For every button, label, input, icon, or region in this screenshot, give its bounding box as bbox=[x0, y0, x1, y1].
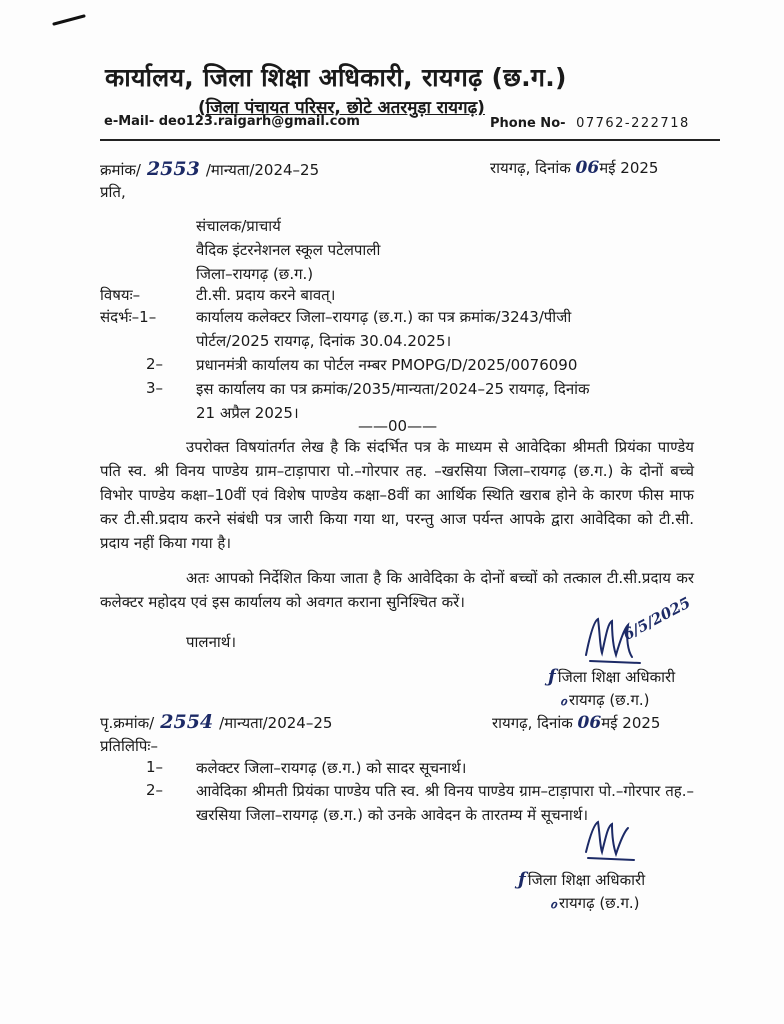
endorsement-prefix: पृ.क्रमांक/ bbox=[100, 714, 155, 732]
reference-3-line-1: इस कार्यालय का पत्र क्रमांक/2035/मान्यता/2024–25 रायगढ़, दिनांक bbox=[196, 380, 590, 398]
signature-2-place bbox=[550, 893, 640, 913]
date-month-year: मई 2025 bbox=[599, 159, 659, 177]
subject-text: टी.सी. प्रदाय करने बावत्। bbox=[196, 286, 336, 304]
signature-1-flourish-2: ℴ bbox=[560, 691, 567, 709]
endorsement-reference bbox=[100, 711, 332, 733]
section-separator: ——00—— bbox=[358, 417, 438, 435]
letter-date bbox=[490, 158, 658, 178]
body-paragraph-2: अतः आपको निर्देशित किया जाता है कि आवेदिका के दोनों बच्चों को तत्काल टी.सी.प्रदाय कर कलेक्टर महोदय एवं इस कार्यालय को अवगत कराना सुनिश्चित करें। bbox=[100, 569, 694, 611]
office-address: (जिला पंचायत परिसर, छोटे अतरमुड़ा रायगढ़) bbox=[198, 98, 485, 118]
references-label: संदर्भः–1– bbox=[100, 308, 157, 326]
signature-date-handwritten: 6/5/2025 bbox=[620, 593, 694, 644]
signature-1-designation-text: जिला शिक्षा अधिकारी bbox=[557, 668, 676, 686]
signature-2-flourish-2: ℴ bbox=[550, 894, 557, 912]
copy-item-2-number: 2– bbox=[146, 781, 164, 799]
signature-2-place-text: रायगढ़ (छ.ग.) bbox=[558, 894, 640, 912]
reference-1-line-1: कार्यालय कलेक्टर जिला–रायगढ़ (छ.ग.) का पत्र क्रमांक/3243/पीजी bbox=[196, 308, 572, 326]
endorsement-date bbox=[492, 713, 660, 733]
addressee-line-2: वैदिक इंटरनेशनल स्कूल पटेलपाली bbox=[196, 241, 381, 259]
signature-1-flourish: ƒ bbox=[548, 666, 556, 687]
endorsement-month-year: मई 2025 bbox=[601, 714, 661, 732]
signature-1-place bbox=[560, 690, 650, 710]
prati-label: प्रति, bbox=[100, 183, 126, 201]
reference-number-handwritten: 2553 bbox=[146, 158, 200, 180]
copy-label: प्रतिलिपिः– bbox=[100, 737, 158, 755]
reference-suffix: /मान्यता/2024–25 bbox=[205, 161, 320, 179]
subject-label: विषयः– bbox=[100, 286, 141, 304]
endorsement-day-handwritten: 06 bbox=[577, 713, 602, 733]
copy-item-1-text: कलेक्टर जिला–रायगढ़ (छ.ग.) को सादर सूचनार्थ। bbox=[196, 759, 467, 777]
phone-label: Phone No- bbox=[490, 116, 566, 131]
reference-prefix: क्रमांक/ bbox=[100, 161, 141, 179]
signature-2-designation bbox=[518, 869, 645, 890]
signature-1-designation bbox=[548, 666, 675, 687]
phone-info bbox=[490, 116, 690, 131]
reference-3-number: 3– bbox=[146, 379, 164, 397]
signature-2-flourish: ƒ bbox=[518, 869, 526, 890]
reference-2-number: 2– bbox=[146, 355, 164, 373]
endorsement-number-handwritten: 2554 bbox=[160, 711, 214, 733]
reference-2-text: प्रधानमंत्री कार्यालय का पोर्टल नम्बर PMOPG/D/2025/0076090 bbox=[196, 356, 578, 374]
signature-1-place-text: रायगढ़ (छ.ग.) bbox=[568, 691, 650, 709]
compliance-note: पालनार्थ। bbox=[186, 633, 237, 651]
endorsement-date-prefix: रायगढ़, दिनांक bbox=[492, 714, 573, 732]
addressee-line-3: जिला–रायगढ़ (छ.ग.) bbox=[196, 265, 314, 283]
header-divider bbox=[100, 139, 720, 141]
signature-2 bbox=[580, 818, 650, 868]
addressee-line-1: संचालक/प्राचार्य bbox=[196, 217, 281, 235]
body-paragraph-1: उपरोक्त विषयांतर्गत लेख है कि संदर्भित पत्र के माध्यम से आवेदिका श्रीमती प्रियंका पाण्डेय पति स्व. श्री विनय पाण्डेय ग्राम–टाड़ापारा पो.–गोरपार तह. –खरसिया जिला–रायगढ़ (छ.ग.) के दोनों बच्चे विभोर पाण्डेय कक्षा–10वीं एवं विशेष पाण्डेय कक्षा–8वीं का आर्थिक स्थिति खराब होने के कारण फीस माफ कर टी.सी.प्रदाय करने संबंधी पत्र जारी किया गया था, परन्तु आज पर्यन्त आपके द्वारा आवेदिका को टी.सी. प्रदाय नहीं किया गया है। bbox=[100, 438, 694, 552]
email-address: e-Mail- deo123.raigarh@gmail.com bbox=[104, 114, 360, 129]
date-prefix: रायगढ़, दिनांक bbox=[490, 159, 571, 177]
pen-stroke-mark bbox=[50, 10, 90, 30]
phone-number: 07762-222718 bbox=[576, 116, 690, 131]
signature-2-designation-text: जिला शिक्षा अधिकारी bbox=[527, 871, 646, 889]
endorsement-suffix: /मान्यता/2024–25 bbox=[219, 714, 333, 732]
office-title: कार्यालय, जिला शिक्षा अधिकारी, रायगढ़ (छ.ग.) bbox=[105, 63, 567, 92]
reference-1-line-2: पोर्टल/2025 रायगढ़, दिनांक 30.04.2025। bbox=[196, 332, 452, 350]
copy-item-1-number: 1– bbox=[146, 758, 164, 776]
date-day-handwritten: 06 bbox=[575, 158, 600, 178]
copy-item-2-text: आवेदिका श्रीमती प्रियंका पाण्डेय पति स्व. श्री विनय पाण्डेय ग्राम–टाड़ापारा पो.–गोरपार तह.–खरसिया जिला–रायगढ़ (छ.ग.) को उनके आवेदन के तारतम्य में सूचनार्थ। bbox=[196, 782, 694, 824]
letter-reference bbox=[100, 158, 319, 180]
reference-3-line-2: 21 अप्रैल 2025। bbox=[196, 404, 299, 422]
